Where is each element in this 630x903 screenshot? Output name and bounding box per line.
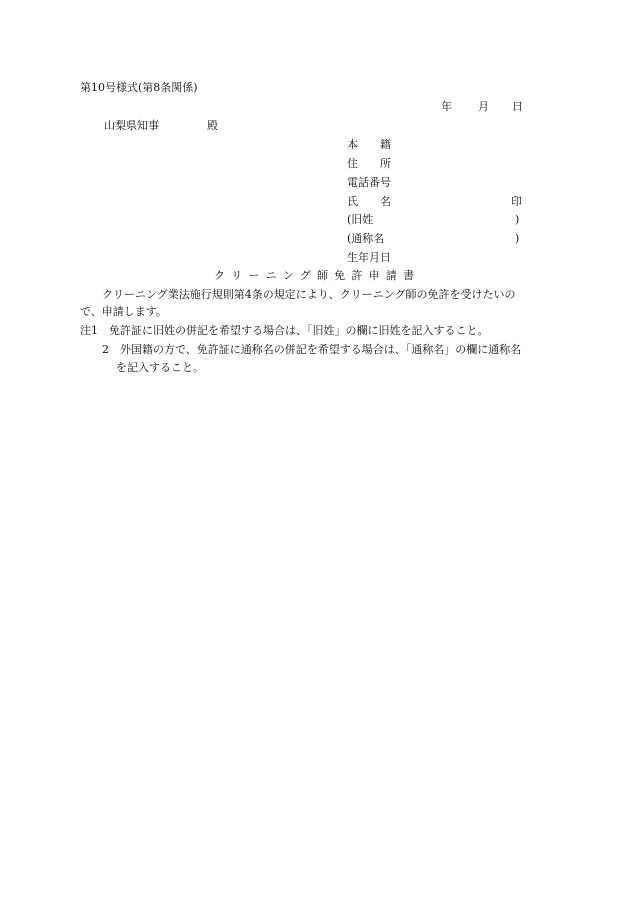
field-birthdate: 生年月日: [347, 251, 391, 264]
alias-paren-close: ): [515, 232, 520, 245]
date-day-label: 日: [512, 100, 523, 113]
body-text-line-1: クリーニング業法施行規則第4条の規定により、クリーニング師の免許を受けたいの: [102, 288, 516, 301]
date-month-label: 月: [478, 100, 489, 113]
field-address: 住 所: [347, 157, 391, 170]
document-title: クリーニング師免許申請書: [214, 269, 421, 282]
date-year-label: 年: [441, 100, 452, 113]
field-domicile: 本 籍: [347, 138, 391, 151]
field-former-surname: (旧姓: [347, 213, 374, 226]
note-1: 注1 免許証に旧姓の併記を希望する場合は、「旧姓」の欄に旧姓を記入すること。: [80, 324, 489, 337]
note-2-line-2: を記入すること。: [116, 361, 204, 374]
field-name: 氏 名: [347, 195, 391, 208]
addressee-governor: 山梨県知事: [104, 119, 159, 132]
field-alias: (通称名: [347, 232, 385, 245]
body-text-line-2: で、申請します。: [80, 305, 167, 318]
seal-label: 印: [511, 195, 522, 208]
former-surname-paren-close: ): [515, 213, 520, 226]
field-phone: 電話番号: [347, 176, 391, 189]
form-number: 第10号様式(第8条関係): [80, 81, 198, 94]
note-2-line-1: 2 外国籍の方で、免許証に通称名の併記を希望する場合は、「通称名」の欄に通称名: [102, 343, 522, 356]
addressee-honorific: 殿: [207, 119, 218, 132]
